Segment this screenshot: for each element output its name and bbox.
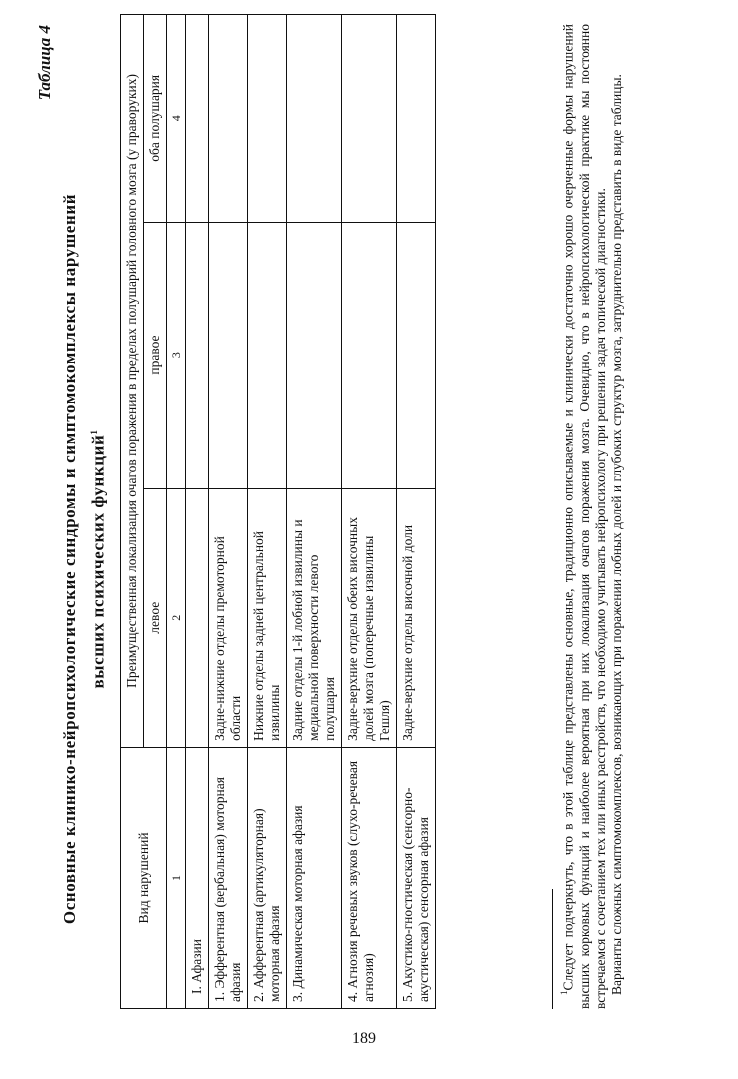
table-cell xyxy=(186,222,209,488)
cell-kind: 5. Акустико-гностическая (сенсорно-акустическая) сенсорная афазия xyxy=(397,747,436,1008)
cell-right xyxy=(342,222,397,488)
table-title xyxy=(58,129,111,989)
table-cell xyxy=(186,488,209,747)
header-left: левое xyxy=(144,488,167,747)
cell-kind: 4. Агнозия речевых звуков (слухо-речевая агнозия) xyxy=(342,747,397,1008)
col-number: 1 xyxy=(167,747,186,1008)
table-label: Таблица 4 xyxy=(35,25,54,101)
cell-both xyxy=(287,15,342,223)
footnote-rule xyxy=(552,889,553,1009)
title-footnote-mark: 1 xyxy=(89,429,99,435)
cell-right xyxy=(287,222,342,488)
cell-kind: 1. Эфферентная (вербальная) моторная афазия xyxy=(209,747,248,1008)
table-row xyxy=(287,15,342,1009)
table-row xyxy=(248,15,287,1009)
cell-kind: 2. Афферентная (артикуляторная) моторная афазия xyxy=(248,747,287,1008)
cell-left: Задне-нижние отделы премоторной области xyxy=(209,488,248,747)
col-number: 4 xyxy=(167,15,186,223)
header-numbers-row xyxy=(167,15,186,1009)
table-title-line2 xyxy=(82,129,111,989)
page-number: 189 xyxy=(352,1030,376,1047)
header-right: правое xyxy=(144,222,167,488)
cell-right xyxy=(397,222,436,488)
cell-left: Нижние отделы задней центральной извилины xyxy=(248,488,287,747)
table-cell xyxy=(186,15,209,223)
table-row xyxy=(342,15,397,1009)
cell-right xyxy=(209,222,248,488)
footnote-text-1: Следует подчеркнуть, что в этой таблице представлены основные, традиционно описываемые и клинически достаточно хорошо очерченные формы нарушений высших корковых функций и наиболее вероятная при них локализация очагов поражения мозга. Очевидно, что в нейропсихологической практике мы постоянно встречаемся с сочетанием тех или иных расстройств, что необходимо учитывать нейропсихологу при решении задач топической диагностики. xyxy=(560,24,608,1009)
header-kind: Вид нарушений xyxy=(121,747,167,1008)
cell-both xyxy=(342,15,397,223)
cell-kind: 3. Динамическая моторная афазия xyxy=(287,747,342,1008)
header-both: оба полушария xyxy=(144,15,167,223)
header-row-1 xyxy=(121,15,144,1009)
cell-left: Задне-верхние отделы височной доли xyxy=(397,488,436,747)
cell-right xyxy=(248,222,287,488)
col-number: 3 xyxy=(167,222,186,488)
cell-left: Задне-верхние отделы обеих височных долей мозга (поперечные извилины Гешля) xyxy=(342,488,397,747)
col-number: 2 xyxy=(167,488,186,747)
footnote-paragraph-1 xyxy=(556,24,609,1009)
table-row xyxy=(397,15,436,1009)
table-title-line1: Основные клинико-нейропсихологические синдромы и симптомокомплексы нарушений xyxy=(60,193,79,925)
cell-both xyxy=(248,15,287,223)
section-row xyxy=(186,15,209,1009)
cell-both xyxy=(397,15,436,223)
header-localization: Преимущественная локализация очагов поражения в пределах полушарий головного мозга (у праворуких) xyxy=(121,15,144,748)
section-title: I. Афазии xyxy=(186,747,209,1008)
syndromes-table xyxy=(120,14,436,1009)
footnote xyxy=(556,24,625,1009)
footnote-paragraph-2: Варианты сложных симптомокомплексов, возникающих при поражении лобных долей и глубоких структур мозга, затруднительно представить в виде таблицы. xyxy=(608,74,624,995)
table-row xyxy=(209,15,248,1009)
cell-left: Задние отделы 1-й лобной извилины и медиальной поверхности левого полушария xyxy=(287,488,342,747)
footnote-mark: 1 xyxy=(559,990,569,995)
cell-both xyxy=(209,15,248,223)
table-title-line2-text: высших психических функций xyxy=(88,434,108,689)
